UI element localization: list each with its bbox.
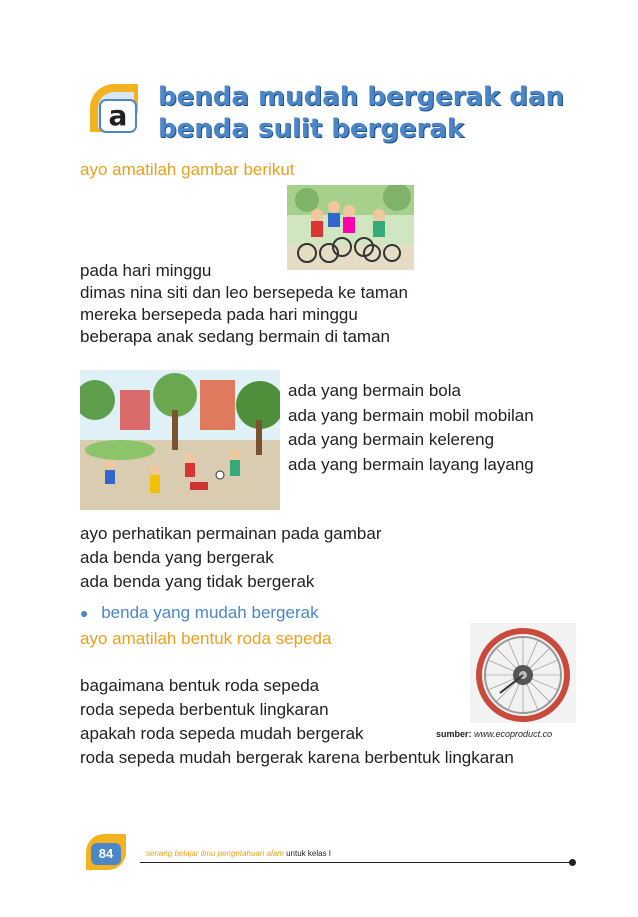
footer-book-title: [146, 849, 331, 858]
paragraph-2: [80, 522, 381, 594]
image-source: [436, 729, 552, 739]
wheel-instruction: ayo amatilah bentuk roda sepeda: [80, 629, 332, 648]
intro-instruction: ayo amatilah gambar berikut: [80, 160, 295, 179]
page-number: 84: [91, 843, 121, 865]
paragraph-3: [80, 674, 514, 770]
section-letter-logo: [84, 78, 144, 138]
paragraph-line: ayo perhatikan permainan pada gambar: [80, 524, 382, 543]
book-grade: untuk kelas I: [286, 849, 332, 858]
children-playing-park-illustration: [80, 370, 280, 510]
activities-list: [288, 379, 534, 477]
footer-rule-dot: [569, 859, 576, 866]
paragraph-line: pada hari minggu: [80, 261, 212, 280]
activity-item: ada yang bermain bola: [288, 381, 461, 400]
paragraph-line: dimas nina siti dan leo bersepeda ke taman: [80, 283, 408, 302]
source-url: www.ecoproduct.co: [474, 729, 553, 739]
activity-item: ada yang bermain kelereng: [288, 430, 495, 449]
paragraph-line: ada benda yang bergerak: [80, 548, 274, 567]
paragraph-1: [80, 260, 408, 348]
footer-rule: [140, 862, 572, 863]
paragraph-line: bagaimana bentuk roda sepeda: [80, 676, 320, 695]
bullet-heading: [80, 603, 319, 623]
paragraph-line: mereka bersepeda pada hari minggu: [80, 305, 358, 324]
bullet-text: benda yang mudah bergerak: [101, 603, 319, 622]
paragraph-line: ada benda yang tidak bergerak: [80, 572, 315, 591]
source-label: sumber:: [436, 729, 472, 739]
paragraph-line: apakah roda sepeda mudah bergerak: [80, 724, 364, 743]
section-title-line2: benda sulit bergerak: [158, 114, 465, 144]
section-title-line1: benda mudah bergerak dan: [158, 82, 564, 112]
paragraph-line: roda sepeda berbentuk lingkaran: [80, 700, 329, 719]
book-title: senang belajar ilmu pengetahuan alam: [146, 849, 284, 858]
activity-item: ada yang bermain mobil mobilan: [288, 405, 534, 425]
children-cycling-illustration: [287, 185, 414, 270]
activity-item: ada yang bermain layang layang: [288, 454, 534, 474]
paragraph-line: beberapa anak sedang bermain di taman: [80, 327, 390, 346]
paragraph-line: roda sepeda mudah bergerak karena berbentuk lingkaran: [80, 748, 514, 767]
section-letter: a: [108, 99, 128, 132]
bullet-dot: ●: [80, 605, 89, 621]
